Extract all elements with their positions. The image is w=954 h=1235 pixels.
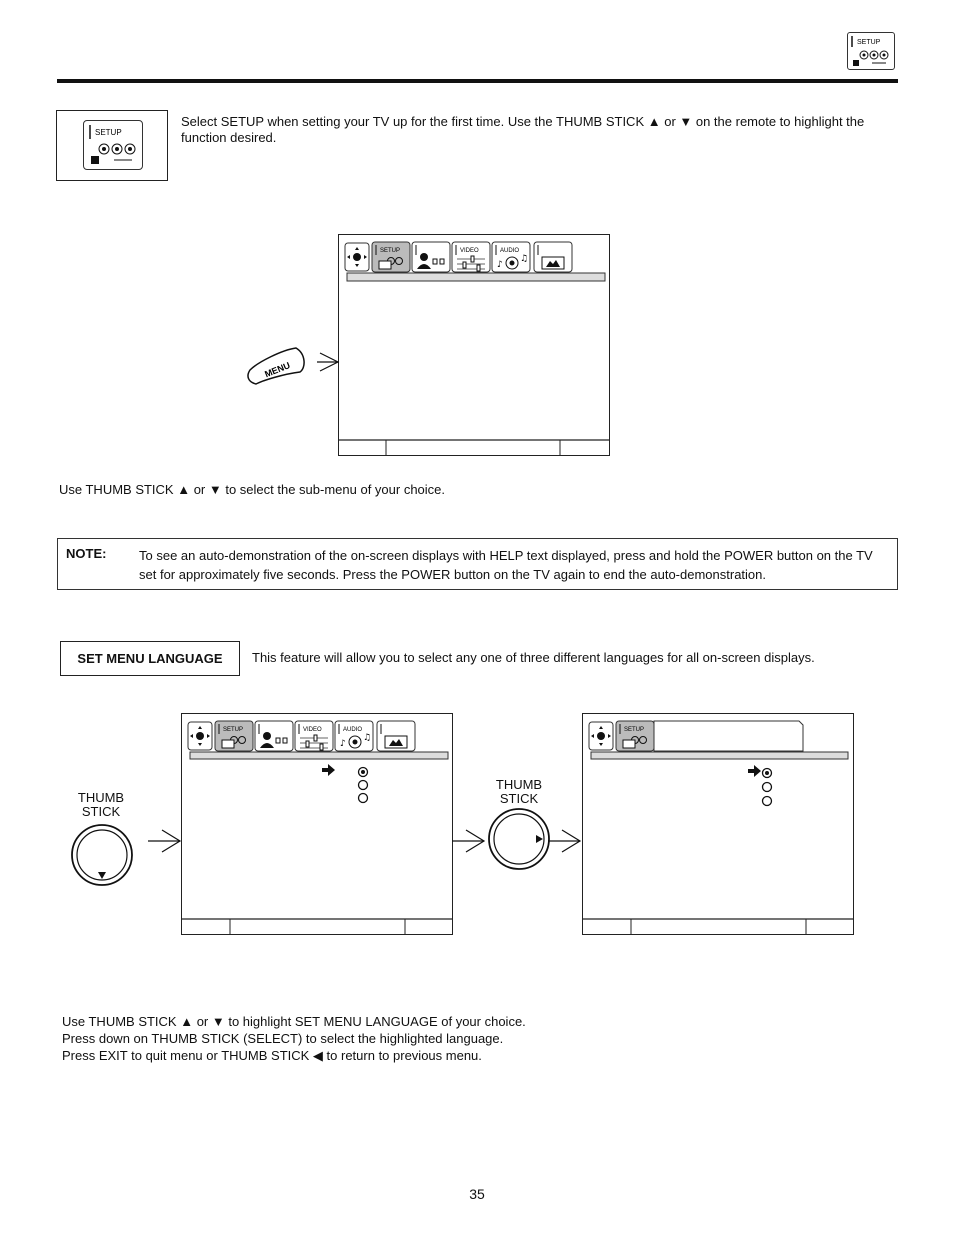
- svg-text:SETUP: SETUP: [624, 727, 645, 733]
- svg-text:♪: ♪: [497, 260, 503, 270]
- arrow-icon: [148, 828, 182, 854]
- arrow-icon: [452, 828, 486, 854]
- instruction-line: Press down on THUMB STICK (SELECT) to select the highlighted language.: [62, 1031, 504, 1046]
- arrow-icon: [548, 828, 582, 854]
- note-label: NOTE:: [66, 546, 107, 561]
- note-text: To see an auto-demonstration of the on-screen displays with HELP text displayed, press and hold the POWER button on the TV set for approximately five seconds. Press the POWER button on the TV again to end the auto-demonstration.: [139, 548, 873, 582]
- instruction-line: Press EXIT to quit menu or THUMB STICK ◀ to return to previous menu.: [62, 1048, 482, 1063]
- svg-text:VIDEO: VIDEO: [303, 727, 322, 733]
- language-menu-screen: [582, 713, 854, 935]
- intro-text: Select SETUP when setting your TV up for the first time. Use the THUMB STICK ▲ or ▼ on the remote to highlight the function desired.: [181, 114, 865, 145]
- submenu-instruction: Use THUMB STICK ▲ or ▼ to select the sub-menu of your choice.: [59, 482, 446, 497]
- svg-text:SETUP: SETUP: [95, 128, 122, 137]
- svg-text:SETUP: SETUP: [380, 248, 401, 254]
- svg-text:MENU: MENU: [263, 360, 292, 380]
- thumb-stick-label-middle: THUMB STICK: [495, 777, 543, 806]
- thumb-stick-down-icon: [70, 823, 134, 887]
- feature-title: SET MENU LANGUAGE: [60, 641, 240, 676]
- setup-icon: [83, 120, 143, 170]
- thumb-stick-right-icon: [487, 807, 551, 871]
- menu-remote-button: [244, 340, 344, 390]
- thumb-stick-label-left: THUMB STICK: [77, 790, 125, 819]
- instruction-line: Use THUMB STICK ▲ or ▼ to highlight SET MENU LANGUAGE of your choice.: [62, 1014, 526, 1029]
- setup-header-icon: [847, 32, 895, 70]
- svg-text:AUDIO: AUDIO: [343, 727, 363, 733]
- svg-text:VIDEO: VIDEO: [460, 248, 479, 254]
- header-rule: [57, 79, 898, 83]
- svg-text:SETUP: SETUP: [857, 39, 881, 46]
- svg-text:♫: ♫: [363, 733, 372, 743]
- feature-description: This feature will allow you to select any one of three different languages for all on-screen displays.: [252, 650, 815, 665]
- svg-text:AUDIO: AUDIO: [500, 248, 520, 254]
- note-box: [57, 538, 898, 590]
- setup-intro-icon-box: [56, 110, 168, 181]
- svg-text:♪: ♪: [340, 739, 346, 749]
- main-menu-screen: [338, 234, 610, 456]
- setup-menu-screen: [181, 713, 453, 935]
- svg-text:SETUP: SETUP: [223, 727, 244, 733]
- page-number: 35: [469, 1186, 485, 1202]
- svg-text:♫: ♫: [520, 254, 529, 264]
